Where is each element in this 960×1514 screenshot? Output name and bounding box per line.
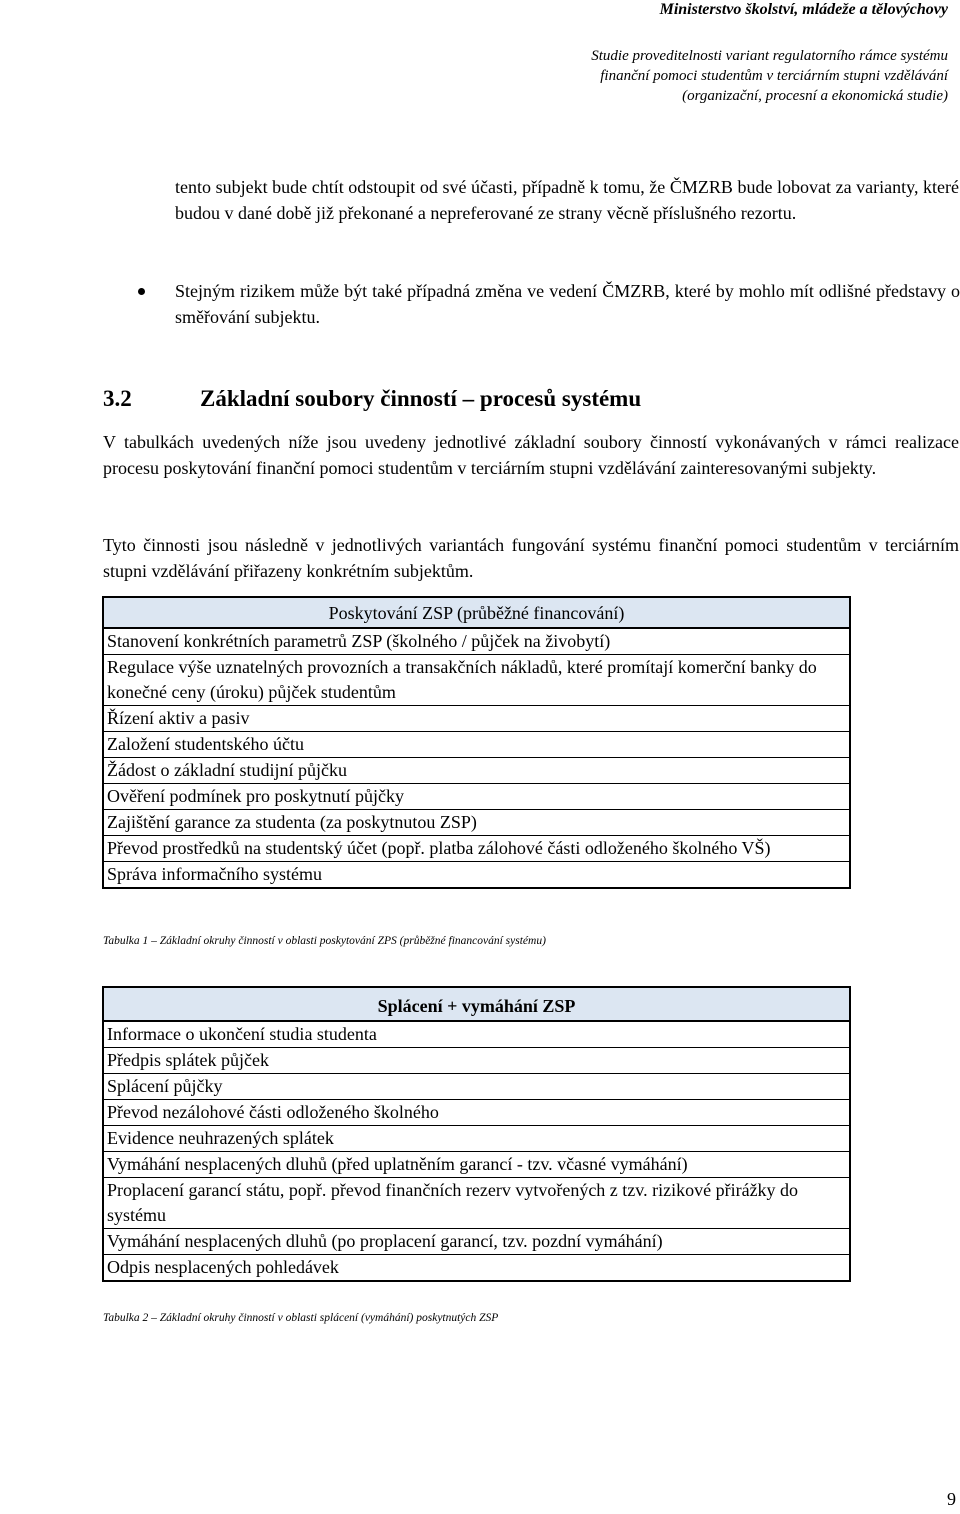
header-subtitle [591,46,948,106]
table-cell: Žádost o základní studijní půjčku [103,758,850,784]
header-organization: Ministerstvo školství, mládeže a tělovýchovy [659,1,948,18]
table-cell: Založení studentského účtu [103,732,850,758]
table-row [103,628,850,655]
table-cell: Převod nezálohové části odloženého školného [103,1100,850,1126]
section-title-text: Základní soubory činností – procesů systému [200,386,642,411]
table-cell: Informace o ukončení studia studenta [103,1021,850,1048]
table-cell: Vymáhání nesplacených dluhů (po proplacení garancí, tzv. pozdní vymáhání) [103,1229,850,1255]
table-cell: Odpis nesplacených pohledávek [103,1255,850,1282]
table-row [103,1021,850,1048]
table-header: Splácení + vymáhání ZSP [103,987,850,1021]
header-subtitle-line: (organizační, procesní a ekonomická studie) [682,88,948,104]
page-number: 9 [947,1489,956,1509]
table-cell: Splácení půjčky [103,1074,850,1100]
table-cell: Stanovení konkrétních parametrů ZSP (školného / půjček na živobytí) [103,628,850,655]
table-cell: Vymáhání nesplacených dluhů (před uplatněním garancí - tzv. včasné vymáhání) [103,1152,850,1178]
repayment-activities-table [102,986,851,1282]
bullet-text: Stejným rizikem může být také případná změna ve vedení ČMZRB, které by mohlo mít odlišné představy o směřování subjektu. [175,281,960,327]
table-cell: Regulace výše uznatelných provozních a transakčních nákladů, které promítají komerční banky do konečné ceny (úroku) půjček studentům [103,655,850,706]
table-row [103,836,850,862]
table-row [103,1255,850,1282]
table-header: Poskytování ZSP (průběžné financování) [103,597,850,628]
table-cell: Proplacení garancí státu, popř. převod finančních rezerv vytvořených z tzv. rizikové přirážky do systému [103,1178,850,1229]
table-cell: Zajištění garance za studenta (za poskytnutou ZSP) [103,810,850,836]
assignment-paragraph: Tyto činnosti jsou následně v jednotlivých variantách fungování systému finanční pomoci studentům v terciárním stupni vzdělávání přiřazeny konkrétním subjektům. [103,535,959,581]
table-cell: Řízení aktiv a pasiv [103,706,850,732]
section-number: 3.2 [103,386,132,411]
table-row [103,1152,850,1178]
continuation-paragraph: tento subjekt bude chtít odstoupit od své účasti, případně k tomu, že ČMZRB bude lobovat za varianty, které budou v dané době již překonané a nepreferované ze strany věcně příslušného rezortu. [175,177,959,223]
table-cell: Správa informačního systému [103,862,850,889]
table-row [103,810,850,836]
table-row [103,732,850,758]
table-caption: Tabulka 2 – Základní okruhy činností v oblasti splácení (vymáhání) poskytnutých ZSP [103,1312,499,1324]
table-cell: Ověření podmínek pro poskytnutí půjčky [103,784,850,810]
provision-activities-table [102,596,851,889]
table-row [103,862,850,889]
table-row [103,1100,850,1126]
table-row [103,706,850,732]
table-row [103,758,850,784]
header-subtitle-line: finanční pomoci studentům v terciárním stupni vzdělávání [600,68,948,84]
table-row [103,655,850,706]
table-caption: Tabulka 1 – Základní okruhy činností v oblasti poskytování ZPS (průběžné financování systému) [103,935,546,947]
table-row [103,1229,850,1255]
table-cell: Předpis splátek půjček [103,1048,850,1074]
table-row [103,1178,850,1229]
table-row [103,784,850,810]
table-row [103,1048,850,1074]
bullet-dot-icon [138,288,145,295]
table-cell: Převod prostředků na studentský účet (popř. platba zálohové části odloženého školného VŠ) [103,836,850,862]
table-row [103,1074,850,1100]
header-subtitle-line: Studie proveditelnosti variant regulatorního rámce systému [591,48,948,64]
intro-paragraph: V tabulkách uvedených níže jsou uvedeny jednotlivé základní soubory činností vykonávaných v rámci realizace procesu poskytování finanční pomoci studentům v terciárním stupni vzdělávání zainteresovanými subjekty. [103,432,959,478]
table-row [103,1126,850,1152]
table-cell: Evidence neuhrazených splátek [103,1126,850,1152]
